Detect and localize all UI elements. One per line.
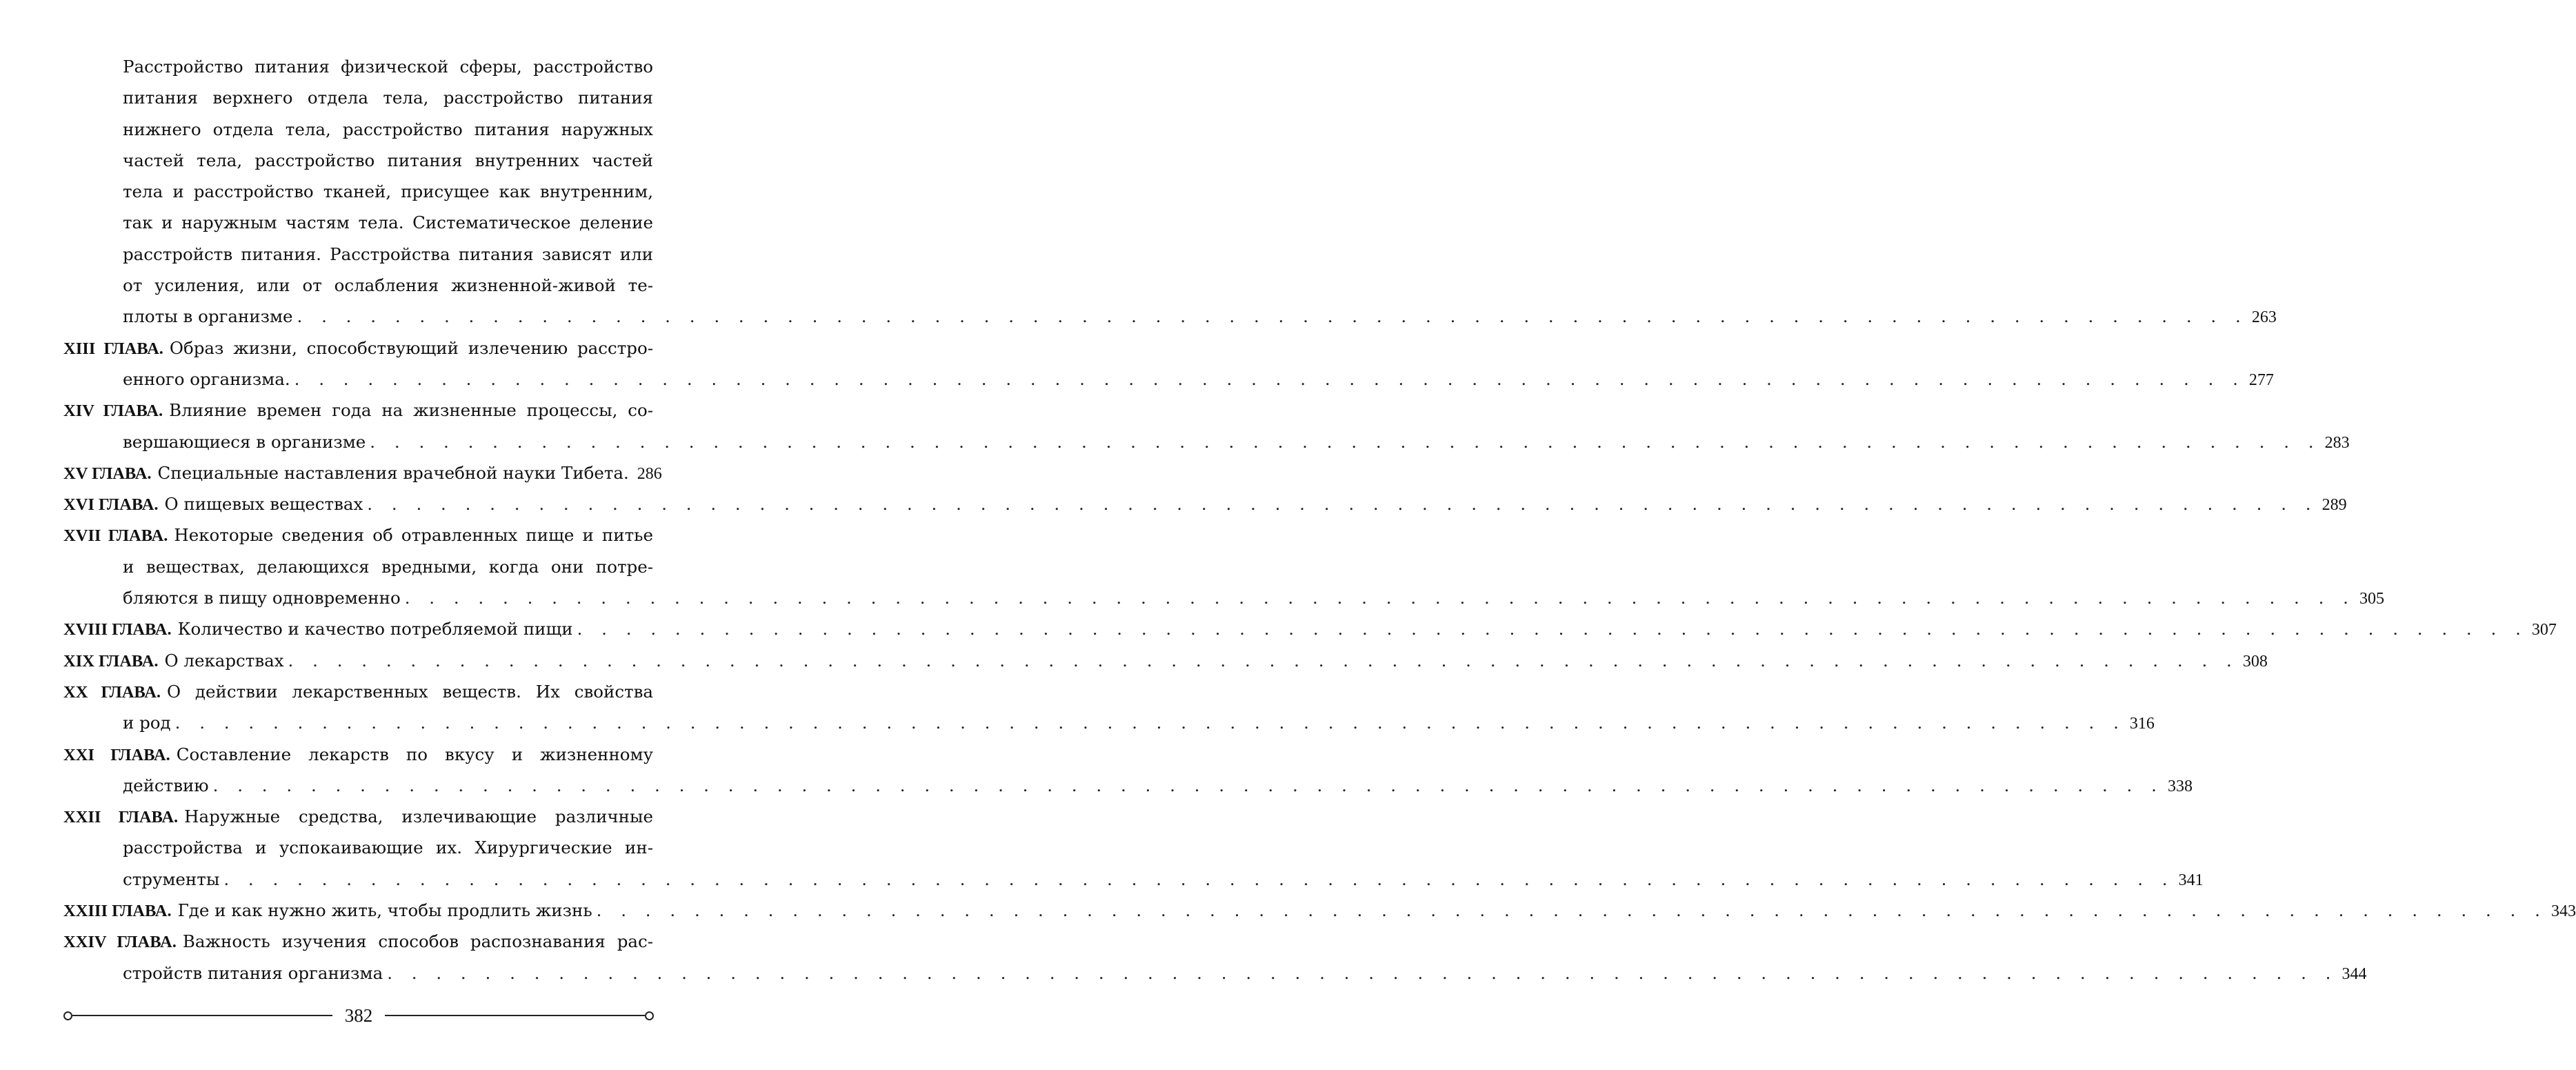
chapter-label: XVI ГЛАВА. <box>63 495 159 515</box>
toc-entry-line <box>63 301 2277 332</box>
dot-leader: . . . . . . . . . . . . . . . . . . . . . . . . . . . . . . . . . . . . . . . . . . . . . . . . . . . . . . . . . . . . . . . . . . . . . . . . . . . . . . . . <box>212 775 2164 795</box>
dot-leader: . . . . . . . . . . . . . . . . . . . . . . . . . . . . . . . . . . . . . . . . . . . . . . . . . . . . . . . . . . . . . . . . . . . . . . . . . . . . . . . . <box>288 650 2239 671</box>
entry-text: вершающиеся в организме <box>123 431 366 452</box>
entry-text: так и наружным частям тела. Систематическое деление <box>123 212 653 233</box>
dot-leader: . . . . . . . . . . . . . . . . . . . . . . . . . . . . . . . . . . . . . . . . . . . . . . . . . . . . . . . . . . . . . . . . . . . . . . . . . . . . . . . . <box>174 713 2126 733</box>
chapter-label: XIX ГЛАВА. <box>63 651 159 671</box>
chapter-label: XIII ГЛАВА. <box>63 339 163 358</box>
toc-page-number: 277 <box>2248 370 2274 389</box>
entry-text: Специальные наставления врачебной науки Тибета. <box>157 462 629 483</box>
toc-entry <box>63 457 662 488</box>
toc-entry-line <box>63 333 653 364</box>
toc-entry <box>63 395 2350 457</box>
toc-entry-line <box>63 114 653 145</box>
toc-page-number: 344 <box>2342 964 2367 983</box>
toc-entry-line <box>63 676 653 707</box>
toc-page-number: 289 <box>2322 496 2347 515</box>
entry-text: плоты в организме <box>123 306 293 327</box>
toc-page-number: 316 <box>2129 715 2155 733</box>
entry-text: Образ жизни, способствующий излечению расстро- <box>169 337 653 358</box>
toc-entry-line <box>63 176 653 207</box>
dot-leader: . . . . . . . . . . . . . . . . . . . . . . . . . . . . . . . . . . . . . . . . . . . . . . . . . . . . . . . . . . . . . . . . . . . . . . . . . . . . . . . . <box>404 588 2355 608</box>
dot-leader: . . . . . . . . . . . . . . . . . . . . . . . . . . . . . . . . . . . . . . . . . . . . . . . . . . . . . . . . . . . . . . . . . . . . . . . . . . . . . . . . <box>367 494 2318 515</box>
toc-entry <box>63 801 2204 895</box>
toc-entry-line <box>63 926 653 957</box>
toc-entry <box>63 645 2268 676</box>
entry-text: Некоторые сведения об отравленных пище и питье <box>174 525 653 546</box>
toc-entry-line <box>63 239 653 270</box>
toc-entry <box>63 926 2367 989</box>
toc-page-number: 263 <box>2251 308 2277 327</box>
toc-entry-line <box>63 895 2576 926</box>
entry-text: Важность изучения способов распознавания рас- <box>182 931 653 952</box>
chapter-label: XIV ГЛАВА. <box>63 402 163 421</box>
entry-text: Количество и качество потребляемой пищи <box>177 619 573 640</box>
toc-entry-line <box>63 864 2204 895</box>
toc-entry-line <box>63 364 2274 395</box>
toc-entry-line <box>63 51 653 82</box>
dot-leader: . . . . . . . . . . . . . . . . . . . . . . . . . . . . . . . . . . . . . . . . . . . . . . . . . . . . . . . . . . . . . . . . . . . . . . . . . . . . . . . . <box>596 900 2547 921</box>
entry-text: Где и как нужно жить, чтобы продлить жизнь <box>177 900 592 921</box>
toc-entry-line <box>63 613 2557 644</box>
toc-page-number: 286 <box>637 464 662 483</box>
toc-entry <box>63 51 2277 333</box>
toc-entry-line <box>63 645 2268 676</box>
chapter-label: XXI ГЛАВА. <box>63 745 170 764</box>
ornament-left-circle-icon <box>63 1011 72 1020</box>
chapter-label: XVII ГЛАВА. <box>63 526 168 546</box>
toc-page-number: 283 <box>2324 433 2350 452</box>
toc-entry-line <box>63 145 653 176</box>
toc-page-number: 343 <box>2550 902 2576 921</box>
toc-entry-line <box>63 207 653 238</box>
table-of-contents <box>63 51 2576 989</box>
toc-entry-line <box>63 82 653 113</box>
entry-text: енного организма. <box>123 368 290 389</box>
toc-entry <box>63 333 2274 395</box>
dot-leader: . . . . . . . . . . . . . . . . . . . . . . . . . . . . . . . . . . . . . . . . . . . . . . . . . . . . . . . . . . . . . . . . . . . . . . . . . . . . . . . . <box>387 962 2338 983</box>
toc-entry <box>63 895 2576 926</box>
toc-entry-line <box>63 519 653 551</box>
entry-text: нижнего отдела тела, расстройство питания наружных <box>123 119 653 139</box>
dot-leader: . . . . . . . . . . . . . . . . . . . . . . . . . . . . . . . . . . . . . . . . . . . . . . . . . . . . . . . . . . . . . . . . . . . . . . . . . . . . . . . . <box>577 619 2528 640</box>
toc-page-number: 305 <box>2359 590 2384 608</box>
dot-leader: . . . . . . . . . . . . . . . . . . . . . . . . . . . . . . . . . . . . . . . . . . . . . . . . . . . . . . . . . . . . . . . . . . . . . . . . . . . . . . . . <box>294 368 2245 389</box>
entry-text: действию <box>123 775 209 795</box>
entry-text: и веществах, делающихся вредными, когда они потре- <box>123 556 653 577</box>
toc-entry-line <box>63 739 653 770</box>
page-footer <box>63 1002 654 1029</box>
chapter-label: XXII ГЛАВА. <box>63 808 179 827</box>
entry-text: Расстройство питания физической сферы, расстройство <box>123 57 653 77</box>
chapter-label: XXIV ГЛАВА. <box>63 933 177 952</box>
entry-text: тела и расстройство тканей, присущее как внутренним, <box>123 181 653 202</box>
entry-text: бляются в пищу одновременно <box>123 588 401 608</box>
toc-entry-line <box>63 770 2193 801</box>
entry-text: стройств питания организма <box>123 962 383 983</box>
footer-rule-right <box>385 1015 645 1016</box>
toc-entry <box>63 676 2155 739</box>
toc-entry <box>63 739 2193 802</box>
toc-entry-line <box>63 832 653 863</box>
toc-page-number: 338 <box>2167 777 2193 795</box>
footer-rule-left <box>72 1015 332 1016</box>
toc-entry-line <box>63 270 653 301</box>
toc-page-number: 341 <box>2178 871 2204 889</box>
entry-text: О действии лекарственных веществ. Их свойства <box>167 681 653 702</box>
entry-text: от усиления, или от ослабления жизненной-живой те- <box>123 275 653 296</box>
chapter-label: XV ГЛАВА. <box>63 464 152 483</box>
toc-entry-line <box>63 551 653 582</box>
entry-text: струменты <box>123 869 220 889</box>
entry-text: и род <box>123 713 171 733</box>
toc-entry-line <box>63 488 2347 519</box>
entry-text: О лекарствах <box>164 650 284 671</box>
toc-entry-line <box>63 457 662 488</box>
toc-entry <box>63 488 2347 519</box>
entry-text: О пищевых веществах <box>164 494 363 515</box>
toc-entry-line <box>63 395 653 426</box>
toc-entry-line <box>63 801 653 832</box>
ornament-right-circle-icon <box>645 1011 654 1020</box>
toc-entry <box>63 519 2384 613</box>
toc-entry-line <box>63 426 2350 457</box>
dot-leader: . . . . . . . . . . . . . . . . . . . . . . . . . . . . . . . . . . . . . . . . . . . . . . . . . . . . . . . . . . . . . . . . . . . . . . . . . . . . . . . . <box>370 431 2321 452</box>
toc-entry-line <box>63 707 2155 738</box>
toc-entry <box>63 613 2557 644</box>
entry-text: частей тела, расстройство питания внутренних частей <box>123 150 653 170</box>
toc-entry-line <box>63 958 2367 989</box>
toc-page-number: 307 <box>2531 621 2557 640</box>
entry-text: питания верхнего отдела тела, расстройство питания <box>123 88 653 108</box>
toc-entry-line <box>63 582 2384 613</box>
chapter-label: XX ГЛАВА. <box>63 682 161 702</box>
entry-text: Влияние времен года на жизненные процессы, со- <box>169 400 653 421</box>
dot-leader: . . . . . . . . . . . . . . . . . . . . . . . . . . . . . . . . . . . . . . . . . . . . . . . . . . . . . . . . . . . . . . . . . . . . . . . . . . . . . . . . <box>297 306 2248 327</box>
entry-text: Наружные средства, излечивающие различные <box>184 806 653 827</box>
dot-leader: . . . . . . . . . . . . . . . . . . . . . . . . . . . . . . . . . . . . . . . . . . . . . . . . . . . . . . . . . . . . . . . . . . . . . . . . . . . . . . . . <box>223 869 2175 889</box>
chapter-label: XVIII ГЛАВА. <box>63 620 172 640</box>
entry-text: Составление лекарств по вкусу и жизненному <box>176 744 653 764</box>
entry-text: расстройств питания. Расстройства питания зависят или <box>123 244 653 264</box>
toc-page-number: 308 <box>2242 652 2268 671</box>
chapter-label: XXIII ГЛАВА. <box>63 902 172 921</box>
entry-text: расстройства и успокаивающие их. Хирургические ин- <box>123 838 653 858</box>
page-number: 382 <box>344 1004 373 1026</box>
